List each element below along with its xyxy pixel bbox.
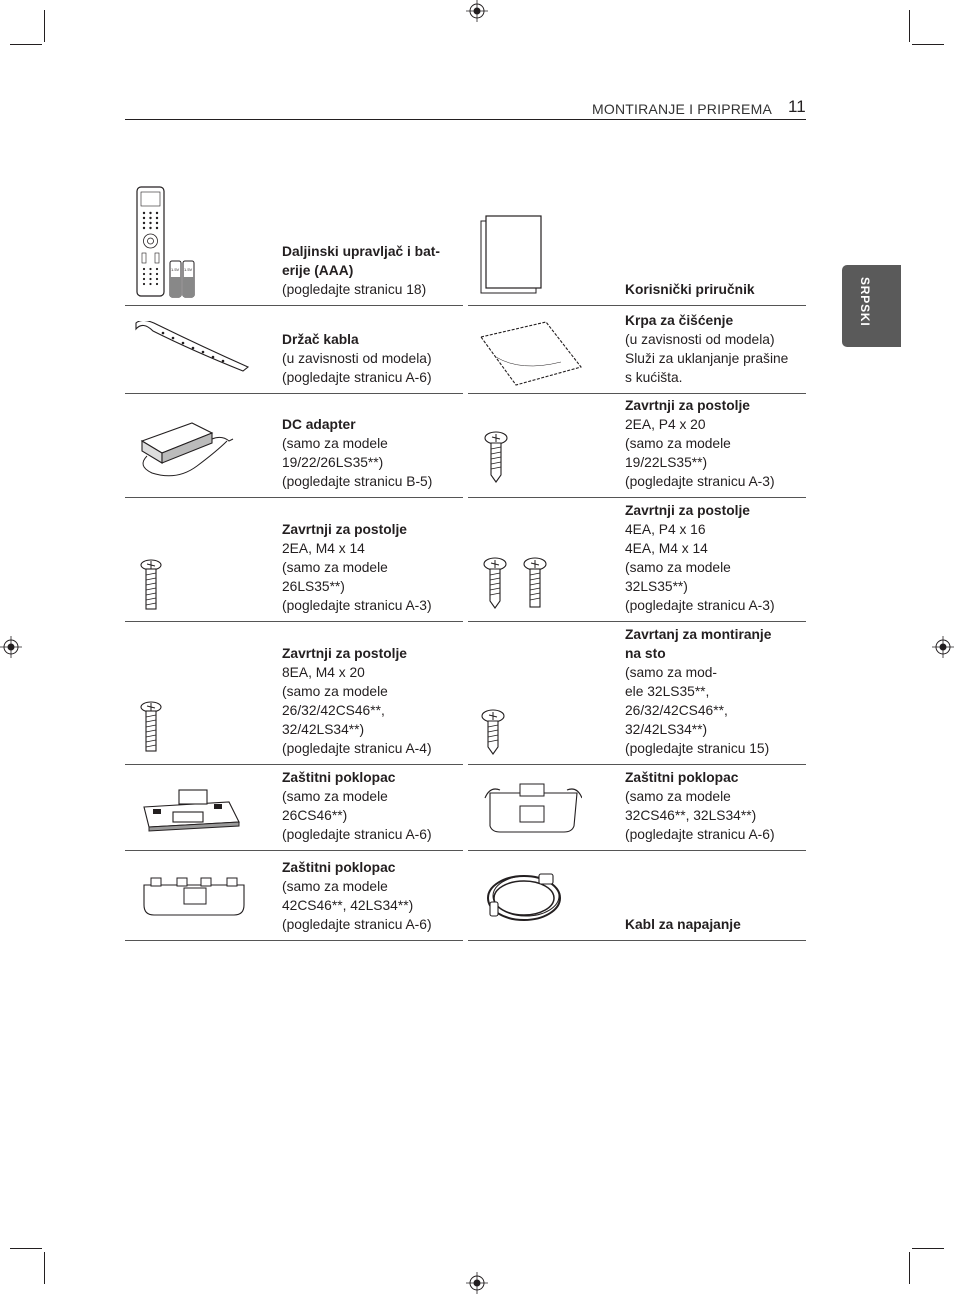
- accessory-text: [282, 415, 460, 491]
- registration-mark-icon: [466, 0, 488, 22]
- accessory-note: (samo za modele: [625, 436, 731, 451]
- accessory-title: Zaštitni poklopac: [282, 860, 396, 875]
- screw-icon: [468, 621, 618, 764]
- accessory-title: Držač kabla: [282, 332, 359, 347]
- accessory-note: 26/32/42CS46**,: [282, 703, 385, 718]
- cable-holder-icon: [125, 305, 275, 393]
- accessory-desk-screw: [468, 621, 806, 765]
- accessory-title: Krpa za čišćenje: [625, 313, 734, 328]
- accessory-ref: (pogledajte stranicu 15): [625, 741, 770, 756]
- section-title: MONTIRANJE I PRIPREMA: [592, 101, 772, 117]
- protective-cover-icon: [468, 764, 618, 850]
- accessory-note: (u zavisnosti od modela): [625, 332, 775, 347]
- crop-mark: [44, 1252, 45, 1284]
- crop-mark: [10, 44, 42, 45]
- accessory-title: Zaštitni poklopac: [625, 770, 739, 785]
- crop-mark: [912, 1248, 944, 1249]
- accessory-stand-screws-b: [125, 497, 463, 622]
- screw-icon: [125, 621, 275, 764]
- accessory-title: Zavrtanj za montiranje: [625, 627, 772, 642]
- accessory-text: [282, 520, 460, 615]
- accessory-text: [282, 644, 460, 758]
- accessory-note: 42CS46**, 42LS34**): [282, 898, 414, 913]
- accessory-ref: (pogledajte stranicu A-6): [282, 370, 432, 385]
- crop-mark: [44, 10, 45, 42]
- accessory-note: 26LS35**): [282, 579, 345, 594]
- accessory-note: (samo za modele: [282, 684, 388, 699]
- registration-mark-icon: [466, 1272, 488, 1294]
- accessory-ref: (pogledajte stranicu A-3): [625, 598, 775, 613]
- accessory-text: [625, 768, 803, 844]
- crop-mark: [909, 1252, 910, 1284]
- accessory-text: [625, 501, 803, 615]
- accessory-power-cord: [468, 850, 806, 941]
- accessory-title: na sto: [625, 646, 666, 661]
- accessory-ref: (pogledajte stranicu A-6): [282, 827, 432, 842]
- accessory-title: Zaštitni poklopac: [282, 770, 396, 785]
- accessory-text: [625, 915, 803, 934]
- accessory-text: [282, 858, 460, 934]
- accessory-note: (samo za modele: [625, 560, 731, 575]
- battery-label: 1.5V: [171, 267, 180, 272]
- accessory-note: 32/42LS34**): [282, 722, 365, 737]
- power-cord-icon: [468, 850, 618, 940]
- accessory-note: 32LS35**): [625, 579, 688, 594]
- accessory-cable-holder: [125, 305, 463, 394]
- crop-mark: [912, 44, 944, 45]
- accessory-ref: (pogledajte stranicu A-4): [282, 741, 432, 756]
- accessory-ref: (pogledajte stranicu A-3): [625, 474, 775, 489]
- accessory-text: [625, 396, 803, 491]
- accessory-note: (samo za modele: [282, 560, 388, 575]
- cleaning-cloth-icon: [468, 305, 618, 393]
- page-number: 11: [788, 97, 806, 116]
- accessory-text: [625, 280, 803, 299]
- accessory-note: (samo za modele: [282, 436, 388, 451]
- accessory-note: 2EA, P4 x 20: [625, 417, 706, 432]
- accessory-note: 2EA, M4 x 14: [282, 541, 365, 556]
- header-rule: [125, 119, 806, 120]
- accessory-note: 19/22/26LS35**): [282, 455, 384, 470]
- accessory-text: [282, 242, 460, 299]
- accessory-ref: (pogledajte stranicu A-3): [282, 598, 432, 613]
- accessory-text: [625, 625, 803, 758]
- language-tab: [842, 265, 901, 347]
- accessory-note: 32CS46**, 32LS34**): [625, 808, 757, 823]
- accessory-note: (samo za modele: [282, 789, 388, 804]
- protective-cover-icon: [125, 764, 275, 850]
- accessory-title: Zavrtnji za postolje: [625, 503, 750, 518]
- accessory-note: s kućišta.: [625, 370, 683, 385]
- accessory-cover-c: [125, 850, 463, 941]
- registration-mark-icon: [932, 636, 954, 658]
- screw-icon: [125, 497, 275, 621]
- accessory-stand-screws-c: [468, 497, 806, 622]
- accessory-text: [282, 330, 460, 387]
- accessory-title: DC adapter: [282, 417, 356, 432]
- accessory-note: Služi za uklanjanje prašine: [625, 351, 789, 366]
- accessory-ref: (pogledajte stranicu 18): [282, 282, 427, 297]
- accessory-title: Zavrtnji za postolje: [282, 522, 407, 537]
- language-tab-label: SRPSKI: [858, 277, 872, 327]
- accessory-cover-b: [468, 764, 806, 851]
- accessory-cloth: [468, 305, 806, 394]
- accessory-ref: (pogledajte stranicu B-5): [282, 474, 433, 489]
- remote-control-icon: [125, 185, 275, 305]
- accessory-cover-a: [125, 764, 463, 851]
- accessory-note: (u zavisnosti od modela): [282, 351, 432, 366]
- accessory-title: Kabl za napajanje: [625, 917, 741, 932]
- screw-pair-icon: [468, 497, 618, 621]
- accessory-note: ele 32LS35**,: [625, 684, 710, 699]
- accessory-stand-screws-d: [125, 621, 463, 765]
- accessory-title: Daljinski upravljač i bat-: [282, 244, 440, 259]
- accessory-ref: (pogledajte stranicu A-6): [625, 827, 775, 842]
- accessory-stand-screws-a: [468, 393, 806, 498]
- accessory-note: 4EA, P4 x 16: [625, 522, 706, 537]
- dc-adapter-icon: [125, 393, 275, 497]
- accessory-note: 4EA, M4 x 14: [625, 541, 708, 556]
- crop-mark: [909, 10, 910, 42]
- accessory-note: 8EA, M4 x 20: [282, 665, 365, 680]
- accessory-title: erije (AAA): [282, 263, 354, 278]
- accessory-note: (samo za mod-: [625, 665, 718, 680]
- accessory-note: 26CS46**): [282, 808, 348, 823]
- protective-cover-icon: [125, 850, 275, 940]
- accessory-note: (samo za modele: [282, 879, 388, 894]
- accessory-manual: [468, 185, 806, 306]
- battery-label: 1.5V: [184, 267, 193, 272]
- manual-book-icon: [468, 185, 618, 305]
- accessory-note: (samo za modele: [625, 789, 731, 804]
- accessory-dc-adapter: [125, 393, 463, 498]
- registration-mark-icon: [0, 636, 22, 658]
- accessory-ref: (pogledajte stranicu A-6): [282, 917, 432, 932]
- accessory-text: [625, 311, 803, 387]
- accessory-title: Zavrtnji za postolje: [282, 646, 407, 661]
- screw-icon: [468, 393, 618, 497]
- crop-mark: [10, 1248, 42, 1249]
- accessory-text: [282, 768, 460, 844]
- accessory-title: Zavrtnji za postolje: [625, 398, 750, 413]
- accessory-note: 26/32/42CS46**,: [625, 703, 728, 718]
- accessory-title: Korisnički priručnik: [625, 282, 755, 297]
- accessory-note: 32/42LS34**): [625, 722, 708, 737]
- accessory-remote: [125, 185, 463, 306]
- accessory-note: 19/22LS35**): [625, 455, 708, 470]
